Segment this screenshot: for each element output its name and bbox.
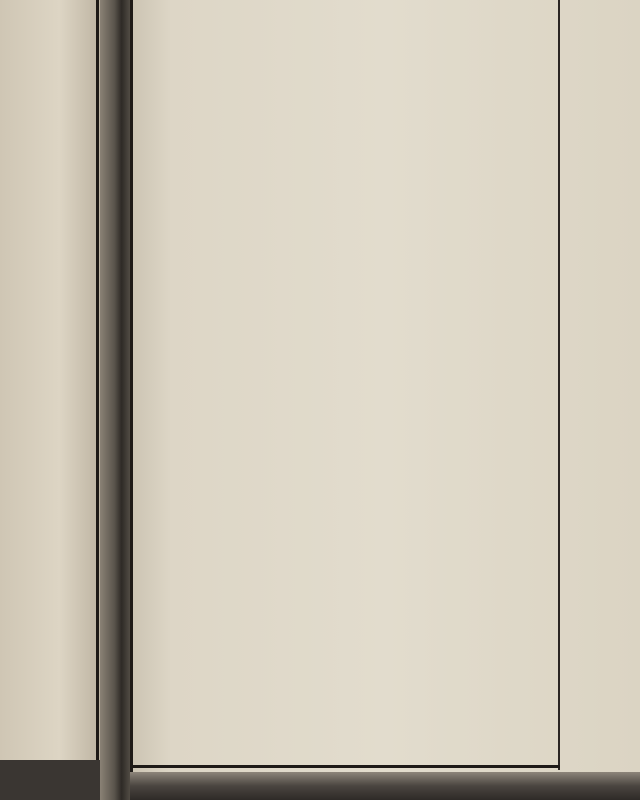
main-column-rule	[130, 0, 133, 780]
page-bottom-edge	[130, 772, 640, 800]
main-page	[130, 0, 640, 790]
bottom-rule	[130, 765, 560, 768]
left-facing-page	[0, 0, 108, 760]
left-column-rule	[96, 0, 99, 760]
right-column-rule	[558, 0, 560, 770]
